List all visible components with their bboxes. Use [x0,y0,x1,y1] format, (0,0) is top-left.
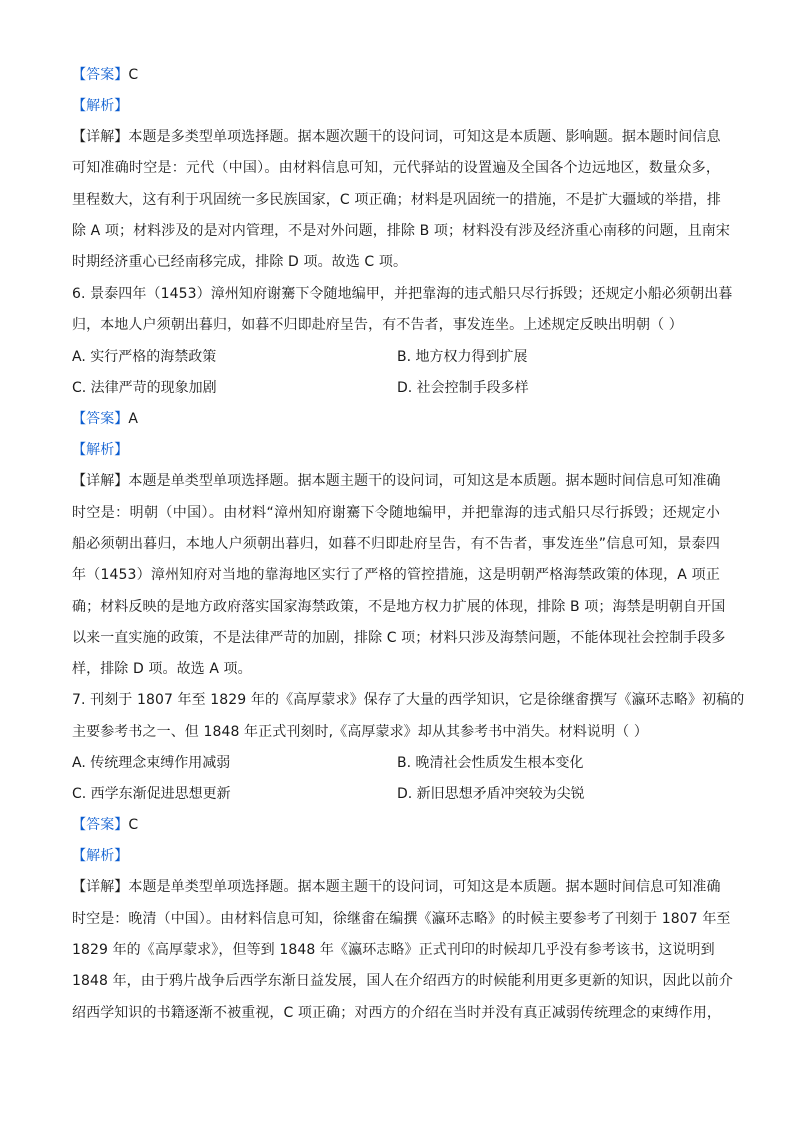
option-d: D. 新旧思想矛盾冲突较为尖锐 [397,786,585,802]
detail-line: 时期经济重心已经南移完成，排除 D 项。故选 C 项。 [72,254,408,270]
answer-bracket: 【答案】 [72,67,129,83]
detail-line: 绍西学知识的书籍逐渐不被重视，C 项正确；对西方的介绍在当时并没有真正减弱传统理念的束缚作用， [72,1005,721,1021]
detail-line: 可知准确时空是：元代（中国）。由材料信息可知，元代驿站的设置遍及全国各个边远地区，数量众多， [72,160,720,176]
answer-label [72,815,138,835]
detail-line: 1829 年的《高厚蒙求》，但等到 1848 年《瀛环志略》正式刊印的时候却几乎没有参考该书，这说明到 [72,942,715,958]
option-b: B. 晚清社会性质发生根本变化 [397,755,584,771]
detail-line: 船必须朝出暮归，本地人户须朝出暮归，如暮不归即赴府呈告，有不告者，事发连坐”信息可知，景泰四 [72,536,720,552]
detail-line: 除 A 项；材料涉及的是对内管理，不是对外问题，排除 B 项；材料没有涉及经济重心南移的问题，且南宋 [72,223,730,239]
analysis-label: 【解析】 [72,442,129,458]
detail-line: 年（1453）漳州知府对当地的靠海地区实行了严格的管控措施，这是明朝严格海禁政策的体现，A 项正 [72,567,720,583]
answer-value: C [128,817,139,833]
option-a: A. 传统理念束缚作用减弱 [72,755,231,771]
question-stem: 7. 刊刻于 1807 年至 1829 年的《高厚蒙求》保存了大量的西学知识，它是徐继畬撰写《瀛环志略》初稿的 [72,692,745,708]
detail-line: 1848 年，由于鸦片战争后西学东渐日益发展，国人在介绍西方的时候能利用更多更新的知识，因此以前介 [72,973,733,989]
option-a: A. 实行严格的海禁政策 [72,349,217,365]
option-d: D. 社会控制手段多样 [397,380,529,396]
answer-bracket: 【答案】 [72,411,129,427]
analysis-label: 【解析】 [72,98,129,114]
question-stem: 6. 景泰四年（1453）漳州知府谢騫下令随地编甲，并把靠海的违式船只尽行拆毁；还规定小船必须朝出暮 [72,286,733,302]
detail-line: 里程数大，这有利于巩固统一多民族国家，C 项正确；材料是巩固统一的措施，不是扩大疆域的举措，排 [72,192,721,208]
detail-line: 确；材料反映的是地方政府落实国家海禁政策，不是地方权力扩展的体现，排除 B 项；海禁是明朝自开国 [72,599,726,615]
detail-line: 【详解】本题是多类型单项选择题。据本题次题干的设问词，可知这是本质题、影响题。据本题时间信息 [72,129,721,145]
detail-line: 时空是：明朝（中国）。由材料“漳州知府谢騫下令随地编甲，并把靠海的违式船只尽行拆毁；还规定小 [72,505,720,521]
analysis-label: 【解析】 [72,848,129,864]
detail-line: 【详解】本题是单类型单项选择题。据本题主题干的设问词，可知这是本质题。据本题时间信息可知准确 [72,879,721,895]
detail-line: 时空是：晚清（中国）。由材料信息可知，徐继畬在编撰《瀛环志略》的时候主要参考了刊刻于 1807 年至 [72,911,731,927]
answer-bracket: 【答案】 [72,817,129,833]
option-c: C. 西学东渐促进思想更新 [72,786,231,802]
option-c: C. 法律严苛的现象加剧 [72,380,217,396]
question-stem: 归，本地人户须朝出暮归，如暮不归即赴府呈告，有不告者，事发连坐。上述规定反映出明朝（ ） [72,317,683,333]
question-stem: 主要参考书之一、但 1848 年正式刊刻时,《高厚蒙求》却从其参考书中消失。材料说明（ ） [72,724,648,740]
answer-value: A [128,411,139,427]
answer-label [72,65,138,85]
detail-line: 【详解】本题是单类型单项选择题。据本题主题干的设问词，可知这是本质题。据本题时间信息可知准确 [72,473,721,489]
option-b: B. 地方权力得到扩展 [397,349,528,365]
detail-line: 样，排除 D 项。故选 A 项。 [72,661,252,677]
answer-label [72,409,138,429]
detail-line: 以来一直实施的政策，不是法律严苛的加剧，排除 C 项；材料只涉及海禁问题，不能体现社会控制手段多 [72,630,726,646]
answer-value: C [128,67,139,83]
